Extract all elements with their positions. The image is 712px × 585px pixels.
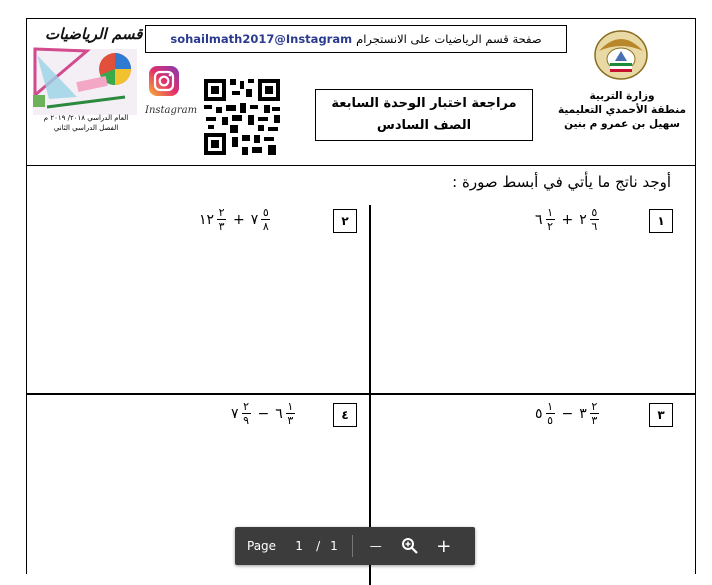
row-divider xyxy=(27,393,695,395)
kuwait-emblem-icon xyxy=(585,25,657,85)
q2-a-numerator: ٥ xyxy=(262,206,269,219)
document-page xyxy=(26,18,696,574)
zoom-in-button[interactable]: + xyxy=(436,535,452,557)
q3-a-whole: ٣ xyxy=(579,405,587,422)
question-3-number: ٣ xyxy=(649,403,673,427)
q3-b-numerator: ١ xyxy=(547,400,553,413)
q3-b-fraction xyxy=(546,401,555,426)
instagram-page-label: صفحة قسم الرياضيات على الانستجرام xyxy=(356,32,542,46)
q1-a-denominator: ٦ xyxy=(591,220,598,233)
total-pages: 1 xyxy=(330,539,338,553)
q2-a-whole: ٧ xyxy=(250,211,259,228)
current-page-input[interactable]: 1 xyxy=(295,539,303,553)
question-2-expression xyxy=(199,207,271,232)
question-1-number: ١ xyxy=(649,209,673,233)
document-header xyxy=(27,19,695,166)
q1-b-denominator: ٢ xyxy=(547,220,553,233)
q4-a-whole: ٦ xyxy=(275,405,283,422)
q2-b-whole: ١٢ xyxy=(199,211,215,228)
instagram-icon xyxy=(148,65,180,97)
q1-a-fraction xyxy=(590,207,599,232)
q2-b-numerator: ٢ xyxy=(218,206,225,219)
page-separator: / xyxy=(316,539,321,553)
zoom-fit-button[interactable] xyxy=(395,531,425,561)
instagram-label: Instagram xyxy=(145,105,198,116)
q4-operator: − xyxy=(257,405,270,422)
q2-a-fraction xyxy=(261,207,270,232)
q4-b-denominator: ٩ xyxy=(243,414,249,427)
q1-b-fraction xyxy=(546,207,555,232)
q3-b-denominator: ٥ xyxy=(547,414,553,427)
q3-a-numerator: ٢ xyxy=(591,400,598,413)
semester: الفصل الدراسي الثاني xyxy=(53,124,119,132)
magnifier-icon xyxy=(401,537,419,555)
q2-operator: + xyxy=(233,211,245,228)
brand-title: قسم الرياضيات xyxy=(45,25,143,43)
q4-a-fraction xyxy=(286,401,295,426)
q1-a-numerator: ٥ xyxy=(591,206,598,219)
q4-b-numerator: ٢ xyxy=(243,400,249,413)
q1-operator: + xyxy=(561,211,574,228)
zoom-out-button[interactable]: — xyxy=(369,539,382,553)
school-year: العام الدراسي ٢٠١٨/ ٢٠١٩ م xyxy=(43,114,129,122)
q1-b-whole: ٦ xyxy=(535,211,543,228)
grade-title: الصف السادس xyxy=(376,118,472,133)
q3-b-whole: ٥ xyxy=(535,405,543,422)
q2-a-denominator: ٨ xyxy=(262,220,269,233)
math-department-logo xyxy=(27,19,145,165)
q2-b-fraction xyxy=(217,207,226,232)
q1-a-whole: ٢ xyxy=(579,211,587,228)
ministry-info xyxy=(557,89,687,131)
q3-operator: − xyxy=(561,405,574,422)
question-4-number: ٤ xyxy=(333,403,357,427)
instagram-page-banner xyxy=(145,25,567,53)
q4-a-denominator: ٣ xyxy=(287,414,294,427)
page-label: Page xyxy=(247,539,277,553)
school-name: سهيل بن عمرو م بنين xyxy=(564,118,680,130)
district-name: منطقة الأحمدي التعليمية xyxy=(558,104,686,116)
q3-a-denominator: ٣ xyxy=(591,414,598,427)
q1-b-numerator: ١ xyxy=(547,206,553,219)
question-3-expression xyxy=(535,401,600,426)
exam-title: مراجعة اختبار الوحدة السابعة xyxy=(331,96,517,111)
q3-a-fraction xyxy=(590,401,599,426)
question-2-number: ٢ xyxy=(333,209,357,233)
ministry-name: وزارة التربية xyxy=(589,90,655,102)
pdf-viewer-toolbar xyxy=(235,527,475,565)
q4-a-numerator: ١ xyxy=(287,400,294,413)
qr-code-icon xyxy=(202,77,282,157)
q4-b-fraction xyxy=(242,401,251,426)
question-1-expression xyxy=(535,207,600,232)
exam-title-box xyxy=(315,89,533,141)
instructions: أوجد ناتج ما يأتي في أبسط صورة : xyxy=(452,173,671,191)
instagram-handle: sohailmath2017@Instagram xyxy=(170,32,353,46)
question-4-expression xyxy=(231,401,296,426)
q2-b-denominator: ٣ xyxy=(218,220,225,233)
toolbar-divider xyxy=(352,535,353,557)
q4-b-whole: ٧ xyxy=(231,405,239,422)
